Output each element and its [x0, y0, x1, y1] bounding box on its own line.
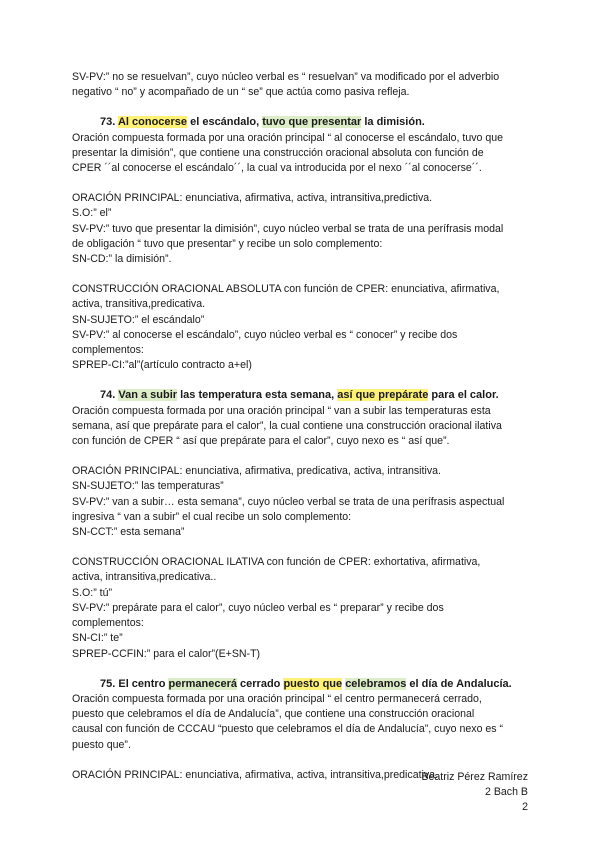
text-line: SN-CI:” te” — [72, 632, 123, 645]
document-body — [72, 70, 528, 783]
text-line: SV-PV:” al conocerse el escándalo”, cuyo núcleo verbal es “ conocer” y recibe dos — [72, 328, 458, 341]
text-line: ORACIÓN PRINCIPAL: enunciativa, afirmativa, activa, intransitiva,predicativa. — [72, 768, 439, 781]
text-line: SPREP-CI:”al”(artículo contracto a+el) — [72, 359, 252, 372]
heading-text: la dimisión. — [361, 116, 425, 129]
author-name: Beatriz Pérez Ramírez — [421, 771, 528, 783]
highlight-verb: permanecerá — [168, 677, 237, 690]
text-line: ingresiva “ van a subir” el cual recibe un solo complemento: — [72, 510, 352, 523]
text-line: CONSTRUCCIÓN ORACIONAL ILATIVA con función de CPER: exhortativa, afirmativa, — [72, 556, 481, 569]
text-line: de obligación “ tuvo que presentar” y recibe un solo complemento: — [72, 237, 383, 250]
highlight-verb: celebramos — [345, 677, 407, 690]
heading-text: para el calor. — [428, 389, 499, 402]
heading-text: El centro — [118, 677, 169, 690]
heading-text: el escándalo, — [187, 116, 263, 129]
text-line: CONSTRUCCIÓN ORACIONAL ABSOLUTA con función de CPER: enunciativa, afirmativa, — [72, 283, 500, 296]
highlight-verb: Al conocerse — [117, 116, 188, 129]
class-label: 2 Bach B — [485, 786, 528, 799]
heading-text: las temperatura esta semana, — [177, 389, 338, 402]
highlight-verb: tuvo que presentar — [262, 116, 362, 129]
heading-number: 75. — [100, 677, 119, 690]
text-line: SV-PV:” van a subir… esta semana”, cuyo núcleo verbal se trata de una perífrasis aspectual — [72, 495, 505, 508]
text-line: CPER ´´al conocerse el escándalo´´, la cual va introducida por el nexo ´´al conocerse´´. — [72, 162, 482, 175]
page-footer — [421, 770, 528, 816]
text-line: complementos: — [72, 344, 144, 357]
highlight-verb: Van a subir — [118, 389, 178, 402]
text-line: SPREP-CCFIN:” para el calor”(E+SN-T) — [72, 647, 261, 660]
sentence-75-heading — [100, 677, 528, 692]
text-line: SV-PV:” prepárate para el calor”, cuyo núcleo verbal es “ preparar” y recibe dos — [72, 601, 444, 614]
text-line: con función de CPER “ así que prepárate para el calor”, cuyo nexo es “ así que”. — [72, 435, 450, 448]
text-line: activa, intransitiva,predicativa.. — [72, 571, 217, 584]
text-line: causal con función de CCCAU “puesto que celebramos el día de Andalucía”, cuyo nexo es “ — [72, 723, 504, 736]
text-line: S.O:” el” — [72, 207, 112, 220]
text-line: Oración compuesta formada por una oración principal “ van a subir las temperaturas esta — [72, 404, 491, 417]
text-line: SN-CD:” la dimisión”. — [72, 253, 172, 266]
text-line: ORACIÓN PRINCIPAL: enunciativa, afirmativa, activa, intransitiva,predictiva. — [72, 192, 433, 205]
text-line: Oración compuesta formada por una oración principal “ al conocerse el escándalo, tuvo que — [72, 131, 504, 144]
text-line: presentar la dimisión”, que contiene una construcción oracional absoluta con función de — [72, 146, 484, 159]
text-line: Oración compuesta formada por una oración principal “ el centro permanecerá cerrado, — [72, 692, 482, 705]
heading-number: 74. — [100, 389, 119, 402]
text-line: SN-SUJETO:” el escándalo” — [72, 313, 205, 326]
text-line: SV-PV:” tuvo que presentar la dimisión”, cuyo núcleo verbal se trata de una perífrasis modal — [72, 222, 504, 235]
text-line: ORACIÓN PRINCIPAL: enunciativa, afirmativa, predicativa, activa, intransitiva. — [72, 465, 441, 478]
highlight-nexus: puesto que — [283, 677, 343, 690]
text-line: SN-SUJETO:” las temperaturas” — [72, 480, 224, 493]
heading-number: 73. — [100, 116, 118, 129]
text-line: complementos: — [72, 617, 144, 630]
text-line: puesto que”. — [72, 738, 131, 751]
sentence-74-heading — [100, 388, 528, 403]
page-number: 2 — [522, 801, 528, 814]
sentence-73-heading — [100, 115, 528, 130]
heading-text: el día de Andalucía. — [406, 677, 512, 690]
text-line: semana, así que prepárate para el calor”, la cual contiene una construcción oracional ilativa — [72, 419, 502, 432]
intro-line: SV-PV:” no se resuelvan”, cuyo núcleo verbal es “ resuelvan” va modificado por el adverbio — [72, 71, 500, 83]
intro-line: negativo “ no” y acompañado de un “ se” que actúa como pasiva refleja. — [72, 86, 410, 99]
text-line: S.O:” tú” — [72, 586, 113, 599]
text-line: puesto que celebramos el día de Andalucía”, que contiene una construcción oracional — [72, 708, 475, 721]
highlight-nexus: así que prepárate — [337, 389, 429, 402]
text-line: activa, transitiva,predicativa. — [72, 298, 206, 311]
text-line: SN-CCT:” esta semana” — [72, 526, 185, 539]
heading-text: cerrado — [236, 677, 284, 690]
